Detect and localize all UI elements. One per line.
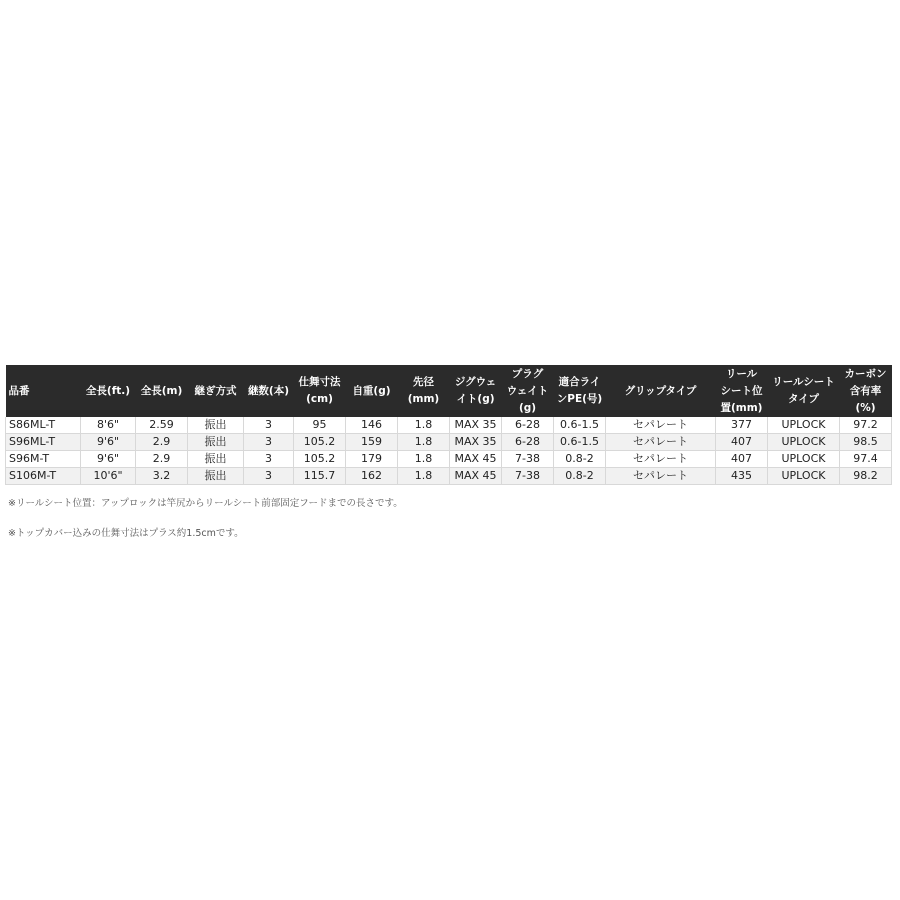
column-header xyxy=(450,365,502,417)
table-cell: 3 xyxy=(244,468,294,485)
column-header xyxy=(554,365,606,417)
column-header xyxy=(346,365,398,417)
table-body xyxy=(6,417,892,485)
table-cell: 98.2 xyxy=(840,468,892,485)
column-header xyxy=(188,365,244,417)
table-header-row xyxy=(6,365,892,417)
table-cell: 7-38 xyxy=(502,468,554,485)
table-row xyxy=(6,434,892,451)
column-header-line: リールシート xyxy=(772,376,835,388)
column-header-line: ンPE(号) xyxy=(556,393,603,405)
column-header-line: 継数(本) xyxy=(247,384,290,397)
table-cell: 0.6-1.5 xyxy=(554,434,606,451)
table-cell: UPLOCK xyxy=(768,434,840,451)
table-cell: 9'6" xyxy=(81,434,136,451)
column-header-line: 自重(g) xyxy=(352,384,391,397)
model-number-cell: S106M-T xyxy=(6,468,81,485)
table-cell: 1.8 xyxy=(398,417,450,434)
table-cell: セパレート xyxy=(606,451,716,468)
table-cell: 146 xyxy=(346,417,398,434)
table-cell: 2.59 xyxy=(136,417,188,434)
table-cell: 0.8-2 xyxy=(554,468,606,485)
table-cell: UPLOCK xyxy=(768,468,840,485)
column-header xyxy=(6,365,81,417)
spec-table-container xyxy=(5,365,891,485)
table-cell: 10'6" xyxy=(81,468,136,485)
column-header-line: シート位 xyxy=(720,384,763,397)
column-header-line: グリップタイプ xyxy=(624,384,697,397)
model-number-cell: S96M-T xyxy=(6,451,81,468)
table-cell: MAX 45 xyxy=(450,451,502,468)
table-cell: 159 xyxy=(346,434,398,451)
column-header-line: ジグウェ xyxy=(454,376,497,388)
table-row xyxy=(6,468,892,485)
table-cell: 377 xyxy=(716,417,768,434)
table-cell: 0.6-1.5 xyxy=(554,417,606,434)
column-header xyxy=(398,365,450,417)
column-header-line: 継ぎ方式 xyxy=(194,384,237,397)
table-cell: 8'6" xyxy=(81,417,136,434)
table-cell: 407 xyxy=(716,451,768,468)
table-cell: 2.9 xyxy=(136,451,188,468)
column-header xyxy=(294,365,346,417)
column-header-line: (%) xyxy=(855,401,876,414)
table-row xyxy=(6,417,892,434)
table-cell: 振出 xyxy=(188,468,244,485)
table-cell: 3 xyxy=(244,417,294,434)
table-cell: MAX 35 xyxy=(450,417,502,434)
table-cell: 435 xyxy=(716,468,768,485)
table-cell: 7-38 xyxy=(502,451,554,468)
column-header xyxy=(606,365,716,417)
table-cell: 9'6" xyxy=(81,451,136,468)
table-cell: MAX 45 xyxy=(450,468,502,485)
column-header-line: (g) xyxy=(518,401,537,414)
top-cover-length-note: ※トップカバー込みの仕舞寸法はプラス約1.5cmです。 xyxy=(8,528,244,539)
table-row xyxy=(6,451,892,468)
model-number-cell: S96ML-T xyxy=(6,434,81,451)
column-header xyxy=(502,365,554,417)
column-header-line: 適合ライ xyxy=(558,376,601,388)
table-cell: UPLOCK xyxy=(768,417,840,434)
table-cell: 95 xyxy=(294,417,346,434)
column-header-line: 先径 xyxy=(413,376,434,388)
column-header-line: イト(g) xyxy=(456,393,495,405)
table-cell: 105.2 xyxy=(294,451,346,468)
reel-seat-position-note: ※リールシート位置：アップロックは竿尻からリールシート前部固定フードまでの長さです。 xyxy=(8,498,403,509)
table-cell: 3 xyxy=(244,434,294,451)
table-cell: 162 xyxy=(346,468,398,485)
table-cell: 3 xyxy=(244,451,294,468)
table-cell: 97.4 xyxy=(840,451,892,468)
column-header-line: 全長(ft.) xyxy=(85,384,131,397)
table-cell: 97.2 xyxy=(840,417,892,434)
column-header-line: 品番 xyxy=(8,384,30,397)
table-cell: 98.5 xyxy=(840,434,892,451)
column-header xyxy=(136,365,188,417)
table-cell: 振出 xyxy=(188,417,244,434)
table-cell: 115.7 xyxy=(294,468,346,485)
column-header-line: 仕舞寸法 xyxy=(298,376,341,388)
column-header xyxy=(840,365,892,417)
model-number-cell: S86ML-T xyxy=(6,417,81,434)
column-header-line: ウェイト xyxy=(506,384,549,397)
table-cell: 407 xyxy=(716,434,768,451)
table-cell: 1.8 xyxy=(398,434,450,451)
table-cell: MAX 35 xyxy=(450,434,502,451)
table-cell: 6-28 xyxy=(502,434,554,451)
table-cell: 1.8 xyxy=(398,451,450,468)
table-cell: 1.8 xyxy=(398,468,450,485)
column-header-line: カーボン xyxy=(844,367,887,380)
column-header xyxy=(244,365,294,417)
table-cell: 3.2 xyxy=(136,468,188,485)
column-header-line: 含有率 xyxy=(849,384,882,397)
column-header-line: リール xyxy=(725,367,758,380)
table-cell: 179 xyxy=(346,451,398,468)
column-header-line: (mm) xyxy=(407,393,440,405)
column-header-line: 置(mm) xyxy=(720,401,763,414)
column-header-line: (cm) xyxy=(306,393,333,405)
spec-table xyxy=(5,365,892,485)
column-header-line: タイプ xyxy=(788,393,819,405)
column-header xyxy=(81,365,136,417)
column-header xyxy=(716,365,768,417)
table-cell: セパレート xyxy=(606,417,716,434)
table-cell: 0.8-2 xyxy=(554,451,606,468)
column-header-line: プラグ xyxy=(511,367,544,380)
table-cell: 105.2 xyxy=(294,434,346,451)
table-cell: 2.9 xyxy=(136,434,188,451)
column-header-line: 全長(m) xyxy=(140,384,183,397)
table-cell: UPLOCK xyxy=(768,451,840,468)
table-cell: 振出 xyxy=(188,434,244,451)
table-cell: セパレート xyxy=(606,468,716,485)
table-cell: 6-28 xyxy=(502,417,554,434)
table-cell: 振出 xyxy=(188,451,244,468)
table-cell: セパレート xyxy=(606,434,716,451)
column-header xyxy=(768,365,840,417)
